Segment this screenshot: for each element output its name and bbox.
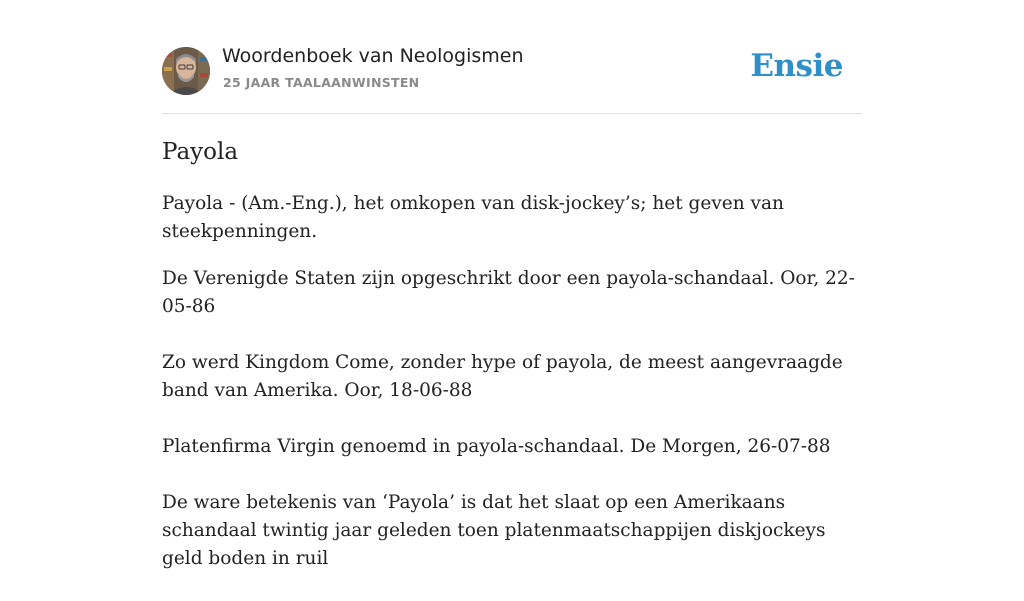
site-subtitle: 25 JAAR TAALAANWINSTEN [223, 75, 420, 90]
entry-definition: Payola - (Am.-Eng.), het omkopen van disk-jockey’s; het geven van steekpenningen. [162, 193, 784, 242]
avatar-portrait-icon [162, 47, 210, 95]
page [162, 0, 862, 569]
site-title[interactable]: Woordenboek van Neologismen [222, 45, 524, 67]
entry-title: Payola [162, 139, 239, 165]
ensie-logo[interactable]: Ensie [750, 48, 843, 84]
quote-item: De Verenigde Staten zijn opgeschrikt door een payola-schandaal. Oor, 22-05-86 [162, 268, 855, 317]
quote-item: De ware betekenis van ‘Payola’ is dat het slaat op een Amerikaans schandaal twintig jaar geleden toen platenmaatschappijen diskjockeys geld boden in ruil [162, 492, 826, 569]
author-avatar[interactable] [162, 47, 210, 95]
quote-item: Zo werd Kingdom Come, zonder hype of payola, de meest aangevraagde band van Amerika. Oor, 18-06-88 [162, 352, 843, 401]
quote-list [162, 265, 862, 601]
quote-item: Platenfirma Virgin genoemd in payola-schandaal. De Morgen, 26-07-88 [162, 436, 831, 457]
site-header [162, 0, 862, 114]
